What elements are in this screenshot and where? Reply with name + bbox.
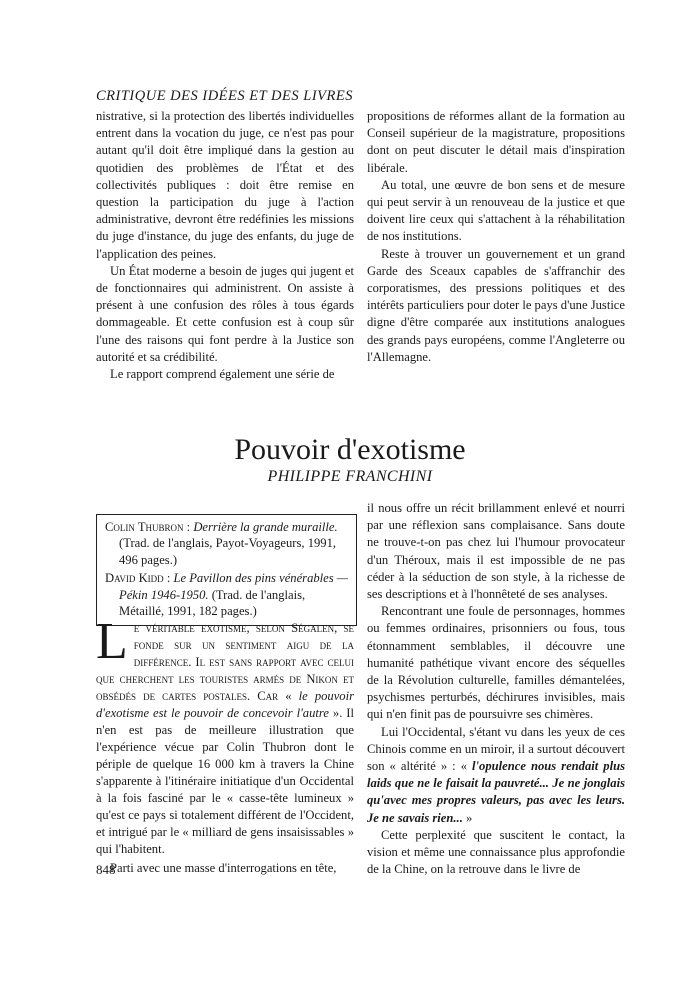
- paragraph: Rencontrant une foule de personnages, hommes ou femmes ordinaires, prisonniers ou fous, tous étonnamment semblables, il découvre une humanité pathétique vivant encore des séquelles de la Révolution culturelle, familles démantelées, psychismes perturbés, déchirures invisibles, mais qui n'en finit pas de poursuivre ses chimères.: [367, 604, 625, 722]
- top-right-column: [367, 108, 625, 366]
- book-reference: [105, 519, 349, 568]
- book-reference: [105, 570, 349, 619]
- paragraph: Le rapport comprend également une série de: [110, 367, 335, 382]
- top-left-column: [96, 108, 354, 383]
- quote: l'opulence nous rendait plus laids que ne le faisait la pauvreté... Je ne jonglais qu'avec mes propres valeurs, pas avec les leurs. Je ne savais rien...: [367, 759, 626, 825]
- reference-separator: :: [163, 571, 174, 586]
- paragraph: [96, 613, 355, 858]
- drop-cap: L: [96, 613, 128, 670]
- page-number: 848: [96, 862, 116, 877]
- paragraph: Un État moderne a besoin de juges qui jugent et de fonctionnaires qui administrent. On assiste à présent à une confusion des rôles à tous égards dommageable. Et cette confusion est à coup sûr l'une des raisons qui font perdre à la Justice son autorité et sa crédibilité.: [96, 263, 354, 364]
- paragraph: [367, 724, 625, 827]
- reference-title: Derrière la grande muraille.: [193, 520, 338, 534]
- text-run: »: [462, 810, 473, 825]
- quote: le pouvoir d'exotisme est le pouvoir de concevoir l'autre: [96, 689, 354, 720]
- paragraph: Au total, une œuvre de bon sens et de mesure qui peut servir à un renouveau de la justice et que doivent lire ceux qui s'attachent à la réhabilitation de nos institutions.: [367, 177, 625, 244]
- bottom-left-column: [96, 613, 355, 877]
- paragraph: propositions de réformes allant de la formation au Conseil supérieur de la magistrature, propositions dont on peut discuter le détail mais d'inspiration libérale.: [367, 109, 625, 175]
- running-head: CRITIQUE DES IDÉES ET DES LIVRES: [96, 88, 353, 104]
- reference-details: (Trad. de l'anglais, Métaillé, 1991, 182 pages.): [119, 587, 306, 619]
- reference-separator: :: [183, 520, 194, 534]
- reference-details: (Trad. de l'anglais, Payot-Voyageurs, 1991, 496 pages.): [119, 536, 337, 567]
- reference-author: David Kidd: [105, 571, 164, 586]
- text-run: Lui l'Occidental, s'étant vu dans les yeux de ces Chinois comme en un miroir, il a surtout découvert son « altérité » : «: [367, 724, 625, 774]
- text-run: e véritable exotisme, selon Ségalen, se fonde sur un sentiment aigu de la différence. Il est sans rapport avec celui que cherchent les touristes armés de Nikon et obsédés de cartes postales. Car «: [96, 621, 354, 703]
- paragraph: Cette perplexité que suscitent le contact, la vision et même une connaissance plus approfondie de la Chine, on la retrouve dans le livre de: [367, 827, 625, 877]
- paragraph: Reste à trouver un gouvernement et un grand Garde des Sceaux capables de s'affranchir des corporatismes, des pressions politiques et des intérêts particuliers pour doter le pays d'une Justice digne d'être comparée aux institutions analogues des grands pays européens, comme l'Angleterre ou l'Allemagne.: [367, 246, 625, 364]
- paragraph: nistrative, si la protection des libertés individuelles entrent dans la vocation du juge, ce n'est pas pour autant qu'il doit être impliqué dans la gestion au quotidien des problèmes de l'État et des collectivités publiques : doit être remise en question la participation du juge à l'action administrative, devront être redéfinies les missions du juge d'instance, du juge des enfants, du juge de l'application des peines.: [96, 109, 354, 261]
- bottom-right-column: [367, 500, 625, 878]
- article-title: Pouvoir d'exotisme: [234, 433, 466, 467]
- paragraph: Parti avec une masse d'interrogations en tête,: [110, 861, 337, 875]
- paragraph: il nous offre un récit brillamment enlevé et nourri par une réflexion sans complaisance. Sans doute ne trouve-t-on pas chez lui l'humour provocateur d'un Théroux, mais il est impossible de ne pas céder à la séduction de son style, à la richesse de ses descriptions et à l'honnêteté de ses analyses.: [367, 501, 625, 602]
- text-run: ». Il n'en est pas de meilleure illustration que l'expérience vécue par Colin Thubron dont le périple de quelque 16 000 km à travers la Chine s'apparente à l'itinéraire initiatique d'un Occidental à la fois fasciné par le « casse-tête lumineux » qu'est ce pays si totalement différent de l'Occident, et intrigué par le « milliard de gens insaisissables » qui l'habitent.: [96, 706, 355, 856]
- book-references-box: [96, 514, 357, 626]
- reference-author: Colin Thubron: [105, 520, 184, 534]
- article-author: PHILIPPE FRANCHINI: [267, 468, 433, 485]
- reference-title: Le Pavillon des pins vénérables — Pékin 1946-1950.: [119, 571, 349, 602]
